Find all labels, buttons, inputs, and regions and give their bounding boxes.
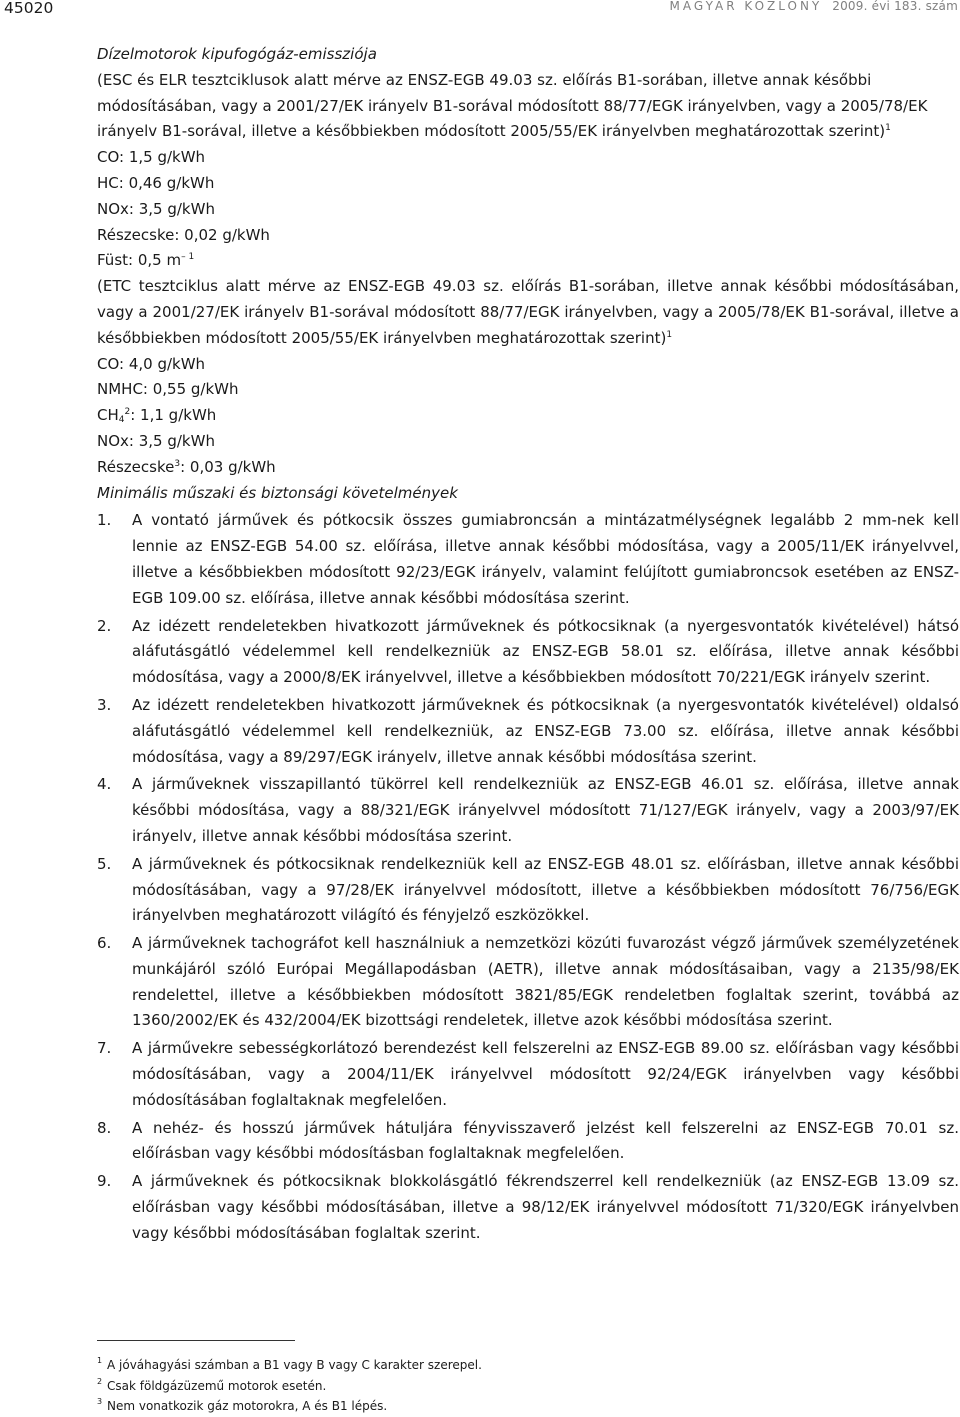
list-item xyxy=(97,1169,959,1246)
footnote-ref: 1 xyxy=(885,123,891,134)
esc-co-limit: CO: 1,5 g/kWh xyxy=(97,148,206,167)
item-text: A járművekre sebességkorlátozó berendezést kell felszerelni az ENSZ-EGB 89.00 sz. előírásban vagy későbbi módosításában, vagy a 2004/11/EK irányelvvel módosított 92/24/EGK irányelvben vagy későbbi módosításában foglaltaknak megfelelően. xyxy=(132,1039,959,1109)
etc-intro-paragraph xyxy=(97,274,959,351)
footnote-ref: 2 xyxy=(124,407,131,418)
esc-pm-limit: Részecske: 0,02 g/kWh xyxy=(97,225,270,244)
item-text: Az idézett rendeletekben hivatkozott járműveknek és pótkocsiknak (a nyergesvontatók kivételével) oldalsó aláfutásgátló védelemmel kell rendelkezniük, az ENSZ-EGB 73.00 sz. előírása, illetve annak későbbi módosítása, vagy a 89/297/EGK irányelv, illetve annak későbbi módosítása szerint. xyxy=(132,695,959,766)
list-item xyxy=(97,614,959,691)
item-number: 8. xyxy=(97,1118,112,1137)
list-item xyxy=(97,852,959,929)
journal-issue: 2009. évi 183. szám xyxy=(832,0,958,13)
item-number: 2. xyxy=(97,616,112,635)
item-text: A járműveknek és pótkocsiknak blokkolásgátló fékrendszerrel kell rendelkezniük (az ENSZ-EGB 13.09 sz. előírásban vagy későbbi módosításában, illetve a 98/12/EK irányelvvel módosított 71/320/EGK irányelvben vagy későbbi módosításában foglaltak szerint. xyxy=(132,1172,959,1242)
etc-co-limit: CO: 4,0 g/kWh xyxy=(97,354,206,373)
footnote-text: Nem vonatkozik gáz motorokra, A és B1 lépés. xyxy=(107,1399,388,1414)
item-text: Az idézett rendeletekben hivatkozott járműveknek és pótkocsiknak (a nyergesvontatók kivételével) hátsó aláfutásgátló védelemmel kell rendelkezniük az ENSZ-EGB 58.01 sz. előírása, illetve annak későbbi módosítása, vagy a 2000/8/EK irányelvvel, illetve a későbbiekben módosított 70/221/EGK irányelv szerint. xyxy=(132,616,959,687)
footnote-3 xyxy=(97,1396,482,1417)
footnotes xyxy=(97,1355,482,1417)
ch4-prefix: CH xyxy=(97,406,119,425)
item-text: A vontató járművek és pótkocsik összes gumiabroncsán a mintázatmélységnek legalább 2 mm-nek kell lennie az ENSZ-EGB 54.00 sz. előírása, illetve annak későbbi módosítása, vagy a 2005/11/EK irányelvvel, illetve a későbbiekben módosított 92/23/EGK irányelv, valamint felújított gumiabroncsok esetében az ENSZ-EGB 109.00 sz. előírása, illetve annak későbbi módosítása szerint. xyxy=(132,511,959,607)
item-text: A járműveknek visszapillantó tükörrel kell rendelkezniük az ENSZ-EGB 46.01 sz. előírása, illetve annak későbbi módosítása, vagy a 88/321/EGK irányelvvel módosított 71/127/EGK irányelv, vagy a 2003/97/EK irányelv, illetve annak későbbi módosítása szerint. xyxy=(132,775,959,845)
footnote-mark: 2 xyxy=(97,1376,103,1386)
page-number: 45020 xyxy=(4,0,54,17)
footnote-text: A jóváhagyási számban a B1 vagy B vagy C karakter szerepel. xyxy=(107,1358,482,1372)
journal-heading xyxy=(670,0,958,13)
diesel-section-title: Dízelmotorok kipufogógáz-emissziója xyxy=(97,45,377,63)
main-content xyxy=(97,42,959,1249)
ch4-subscript: 4 xyxy=(118,415,125,426)
list-item xyxy=(97,931,959,1034)
requirements-title: Minimális műszaki és biztonsági követelmények xyxy=(97,483,458,502)
esc-intro-paragraph xyxy=(97,68,959,145)
item-number: 6. xyxy=(97,934,112,953)
item-number: 3. xyxy=(97,695,112,714)
esc-hc-limit: HC: 0,46 g/kWh xyxy=(97,173,215,192)
footnote-divider xyxy=(97,1340,295,1341)
list-item xyxy=(97,1036,959,1113)
etc-pm-value: : 0,03 g/kWh xyxy=(180,457,276,476)
item-number: 4. xyxy=(97,775,112,794)
list-item xyxy=(97,1116,959,1168)
etc-nox-limit: NOx: 3,5 g/kWh xyxy=(97,431,215,450)
footnote-2 xyxy=(97,1376,482,1397)
esc-intro-text: (ESC és ELR tesztciklusok alatt mérve az ENSZ-EGB 49.03 sz. előírás B1-sorában, illetve annak későbbi módosításában, vagy a 2001/27/EK irányelv B1-sorával módosított 88/77/EGK irányelvben, vagy a 2005/78/EK irányelv B1-sorával, illetve a későbbiekben módosított 2005/55/EK irányelvben meghatározottak szerint) xyxy=(97,70,928,141)
ch4-value: : 1,1 g/kWh xyxy=(130,406,217,425)
list-item xyxy=(97,508,959,611)
footnote-mark: 1 xyxy=(97,1356,103,1365)
requirements-list xyxy=(97,508,959,1246)
etc-ch4-limit xyxy=(97,403,959,429)
smoke-text: Füst: 0,5 m xyxy=(97,251,182,270)
item-text: A járműveknek és pótkocsiknak rendelkezniük kell az ENSZ-EGB 48.01 sz. előírásban, illetve annak későbbi módosításában, vagy a 97/28/EK irányelvvel módosított, illetve a későbbiekben módosított 76/756/EGK irányelvben meghatározott világító és fényjelző eszközökkel. xyxy=(132,854,959,925)
etc-pm-label: Részecske xyxy=(97,457,175,476)
smoke-exponent: – 1 xyxy=(181,252,195,263)
footnote-text: Csak földgázüzemű motorok esetén. xyxy=(107,1378,327,1393)
page-header xyxy=(0,0,960,28)
etc-nmhc-limit: NMHC: 0,55 g/kWh xyxy=(97,380,239,399)
esc-nox-limit: NOx: 3,5 g/kWh xyxy=(97,199,215,218)
footnote-ref: 1 xyxy=(666,329,673,340)
journal-name: MAGYAR KÖZLÖNY xyxy=(669,0,823,13)
item-text: A járműveknek tachográfot kell használniuk a nemzetközi közúti fuvarozást végző járművek személyzetének munkájáról szóló Európai Megállapodásban (AETR), illetve annak módosításaiban, vagy a 2135/98/EK rendelettel, illetve a későbbiekben módosított 3821/85/EGK rendeletben foglaltak szerint, továbbá az 1360/2002/EK és 432/2004/EK bizottsági rendeletek, illetve azok későbbi módosítása szerint. xyxy=(132,934,959,1030)
etc-pm-limit xyxy=(97,455,959,481)
footnote-mark: 3 xyxy=(97,1397,103,1407)
item-text: A nehéz- és hosszú járművek hátuljára fényvisszaverő jelzést kell felszerelni az ENSZ-EGB 70.01 sz. előírásban vagy későbbi módosításban foglaltaknak megfelelően. xyxy=(132,1118,959,1163)
list-item xyxy=(97,772,959,849)
item-number: 9. xyxy=(97,1172,112,1191)
footnote-1 xyxy=(97,1355,482,1376)
list-item xyxy=(97,693,959,770)
item-number: 1. xyxy=(97,511,112,530)
item-number: 7. xyxy=(97,1039,112,1058)
esc-smoke-limit xyxy=(97,248,959,274)
etc-intro-text: (ETC tesztciklus alatt mérve az ENSZ-EGB 49.03 sz. előírás B1-sorában, illetve annak későbbi módosításában, vagy a 2001/27/EK irányelv B1-sorával módosított 88/77/EGK irányelvben, vagy a 2005/78/EK B1-sorával, illetve a későbbiekben módosított 2005/55/EK irányelvben meghatározottak szerint) xyxy=(97,277,959,347)
item-number: 5. xyxy=(97,854,112,873)
footnote-ref: 3 xyxy=(174,458,181,469)
